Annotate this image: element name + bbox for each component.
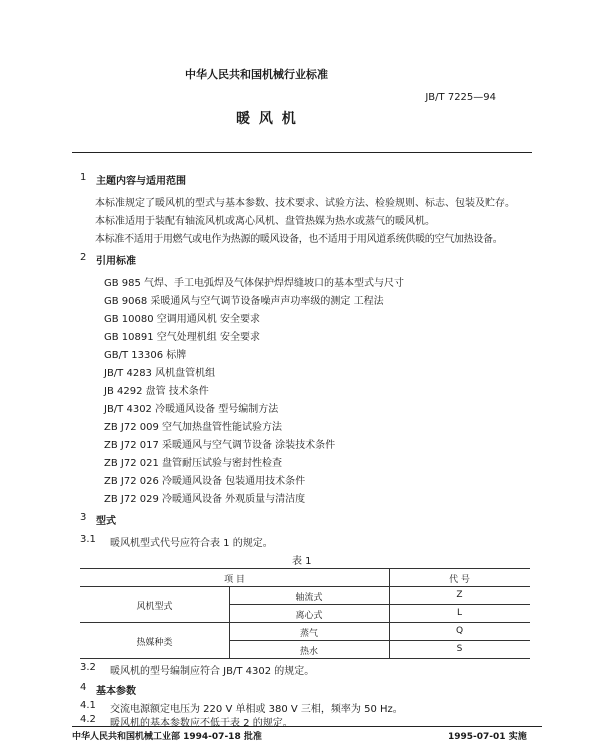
clause-3-2-text: 暖风机的型号编制应符合 JB/T 4302 的规定。 [110, 666, 315, 677]
table-group-label: 热媒种类 [136, 638, 173, 648]
header-rule [72, 152, 532, 153]
reference-item: ZB J72 029 冷暖通风设备 外观质量与清洁度 [104, 494, 306, 505]
table-header-item: 项 目 [224, 575, 245, 585]
table-cell-sub: 蒸气 [299, 629, 318, 639]
reference-item: JB/T 4302 冷暖通风设备 型号编制方法 [104, 404, 279, 415]
table-cell-sub: 热水 [299, 647, 318, 657]
table-cell-sub: 轴流式 [295, 593, 323, 603]
clause-4-1-text: 交流电源额定电压为 220 V 单相或 380 V 三相，频率为 50 Hz。 [110, 704, 403, 715]
clause-3-2-number: 3.2 [80, 662, 96, 673]
table-cell-code: Q [455, 626, 464, 636]
clause-4-2-number: 4.2 [80, 714, 96, 725]
reference-item: ZB J72 026 冷暖通风设备 包装通用技术条件 [104, 476, 306, 487]
reference-item: JB/T 4283 风机盘管机组 [104, 368, 216, 379]
org-title: 中华人民共和国机械行业标准 [185, 68, 328, 81]
reference-item: GB 10891 空气处理机组 安全要求 [104, 332, 260, 343]
section-3-title: 型式 [96, 516, 116, 527]
table-cell-code: Z [456, 590, 463, 600]
reference-item: ZB J72 021 盘管耐压试验与密封性检查 [104, 458, 283, 469]
table-1-caption: 表 1 [292, 556, 312, 567]
section-2-number: 2 [80, 252, 87, 263]
clause-3-1-number: 3.1 [80, 534, 96, 545]
section-1-para-1: 本标准规定了暖风机的型式与基本参数、技术要求、试验方法、检验规则、标志、包装及贮存。 [95, 198, 515, 209]
section-4-title: 基本参数 [96, 686, 136, 697]
table-header-code: 代 号 [449, 575, 470, 585]
footer-effective-date: 1995-07-01 实施 [448, 732, 527, 742]
section-1-title: 主题内容与适用范围 [96, 176, 186, 187]
footer-rule [72, 726, 542, 727]
reference-item: JB 4292 盘管 技术条件 [104, 386, 209, 397]
section-3-number: 3 [80, 512, 87, 523]
reference-item: ZB J72 017 采暖通风与空气调节设备 涂装技术条件 [104, 440, 336, 451]
section-1-para-2: 本标准适用于装配有轴流风机或离心风机、盘管热媒为热水或蒸气的暖风机。 [95, 216, 435, 227]
section-4-number: 4 [80, 682, 87, 693]
reference-item: ZB J72 009 空气加热盘管性能试验方法 [104, 422, 283, 433]
clause-4-1-number: 4.1 [80, 700, 96, 711]
section-2-title: 引用标准 [96, 256, 136, 267]
section-1-para-3: 本标准不适用于用燃气或电作为热源的暖风设备，也不适用于用风道系统供暖的空气加热设备。 [95, 234, 503, 245]
reference-item: GB 985 气焊、手工电弧焊及气体保护焊焊缝坡口的基本型式与尺寸 [104, 278, 405, 289]
standard-code: JB/T 7225—94 [425, 92, 496, 103]
reference-item: GB/T 13306 标牌 [104, 350, 187, 361]
section-1-number: 1 [80, 172, 87, 183]
table-group-label: 风机型式 [136, 602, 173, 612]
clause-4-2-text: 暖风机的基本参数应不低于表 2 的规定。 [110, 718, 293, 729]
table-cell-sub: 离心式 [295, 611, 323, 621]
footer-issuer: 中华人民共和国机械工业部 1994-07-18 批准 [72, 732, 262, 742]
table-cell-code: L [456, 608, 462, 618]
doc-title: 暖 风 机 [236, 111, 298, 127]
table-cell-code: S [456, 644, 463, 654]
reference-item: GB 10080 空调用通风机 安全要求 [104, 314, 260, 325]
reference-item: GB 9068 采暖通风与空气调节设备噪声声功率级的测定 工程法 [104, 296, 384, 307]
clause-3-1-text: 暖风机型式代号应符合表 1 的规定。 [110, 538, 273, 549]
